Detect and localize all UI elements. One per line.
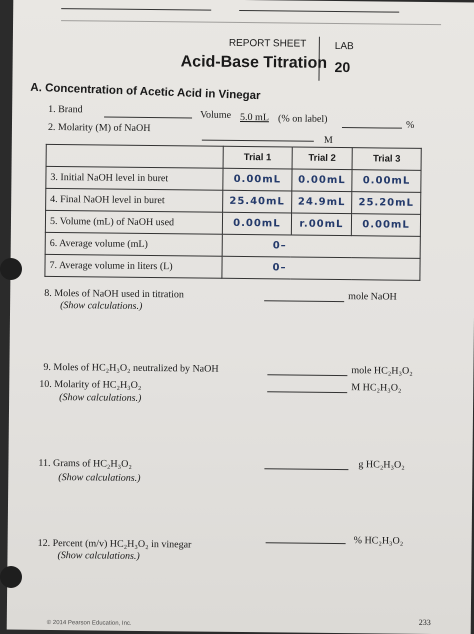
percent-blank xyxy=(342,127,402,129)
q11-blank xyxy=(264,468,348,470)
table-header-trial-2: Trial 2 xyxy=(292,147,353,170)
q10-blank xyxy=(267,391,347,393)
binder-hole-bottom xyxy=(0,566,22,588)
q9-label: 9. Moles of HC₂H₃O₂ neutralized by NaOH xyxy=(43,361,219,375)
trial-1-value: 25.40mL xyxy=(223,190,292,213)
q12-unit: % HC₂H₃O₂ xyxy=(353,535,404,547)
q12-blank xyxy=(266,542,346,544)
percent-sign: % xyxy=(405,119,415,131)
table-row xyxy=(45,254,420,280)
trial-1-value: 0.00mL xyxy=(223,168,292,191)
q11-unit: g HC₂H₃O₂ xyxy=(358,459,405,471)
molarity-unit: M xyxy=(323,134,333,146)
top-rule-right xyxy=(239,10,399,13)
trial-2-value: r.00mL xyxy=(291,213,352,236)
page-number: 233 xyxy=(418,617,431,627)
trial-2-value: 24.9mL xyxy=(291,191,352,214)
trial-3-value: 0.00mL xyxy=(351,214,420,237)
q10-unit: M HC₂H₃O₂ xyxy=(351,382,402,394)
trial-3-value: 25.20mL xyxy=(352,192,421,215)
q9-blank xyxy=(267,374,347,376)
q11-label: 11. Grams of HC₂H₃O₂ xyxy=(38,457,132,470)
trial-2-value: 0.00mL xyxy=(292,169,353,192)
q8-blank xyxy=(264,300,344,302)
top-rule-left xyxy=(61,8,211,11)
page-title: Acid-Base Titration xyxy=(180,53,328,72)
q10-sub: (Show calculations.) xyxy=(59,392,142,404)
table-header-trial-1: Trial 1 xyxy=(223,146,292,169)
copyright-text: © 2014 Pearson Education, Inc. xyxy=(46,619,132,627)
brand-label: 1. Brand xyxy=(48,103,83,116)
row-label: 7. Average volume in liters (L) xyxy=(45,254,222,278)
q12-label: 12. Percent (m/v) HC₂H₃O₂ in vinegar xyxy=(37,537,192,551)
top-rule-wide xyxy=(61,20,441,25)
titration-data-table xyxy=(44,144,421,281)
volume-value: 5.0 mL xyxy=(240,111,270,124)
q8-sub: (Show calculations.) xyxy=(60,300,143,312)
row-label: 3. Initial NaOH level in buret xyxy=(46,166,223,190)
binder-hole-top xyxy=(0,258,22,280)
q10-label: 10. Molarity of HC₂H₃O₂ xyxy=(39,378,142,391)
trial-3-value: 0.00mL xyxy=(352,170,421,193)
lab-label: LAB xyxy=(334,40,354,53)
row-label: 4. Final NaOH level in buret xyxy=(46,188,223,212)
q8-label: 8. Moles of NaOH used in titration xyxy=(44,287,184,301)
row-label: 5. Volume (mL) of NaOH used xyxy=(45,210,222,234)
row-label: 6. Average volume (mL) xyxy=(45,232,222,256)
q11-sub: (Show calculations.) xyxy=(58,472,141,484)
volume-label: Volume xyxy=(200,109,232,121)
q9-unit: mole HC₂H₃O₂ xyxy=(351,365,413,377)
report-sheet-label: REPORT SHEET xyxy=(228,37,307,50)
average-volume-value: 0– xyxy=(222,234,420,258)
table-header-blank xyxy=(46,144,223,168)
q12-sub: (Show calculations.) xyxy=(57,550,140,562)
table-header-trial-3: Trial 3 xyxy=(352,148,421,171)
on-label-text: (% on label) xyxy=(278,113,328,125)
trial-1-value: 0.00mL xyxy=(222,212,291,235)
worksheet-page xyxy=(7,0,474,634)
average-liters-value: 0– xyxy=(222,256,420,280)
molarity-blank xyxy=(202,140,314,142)
molarity-label: 2. Molarity (M) of NaOH xyxy=(47,121,151,135)
section-heading: A. Concentration of Acetic Acid in Vinegar xyxy=(30,81,261,103)
q8-unit: mole NaOH xyxy=(348,291,397,303)
brand-blank xyxy=(104,117,192,119)
lab-number: 20 xyxy=(334,58,351,76)
